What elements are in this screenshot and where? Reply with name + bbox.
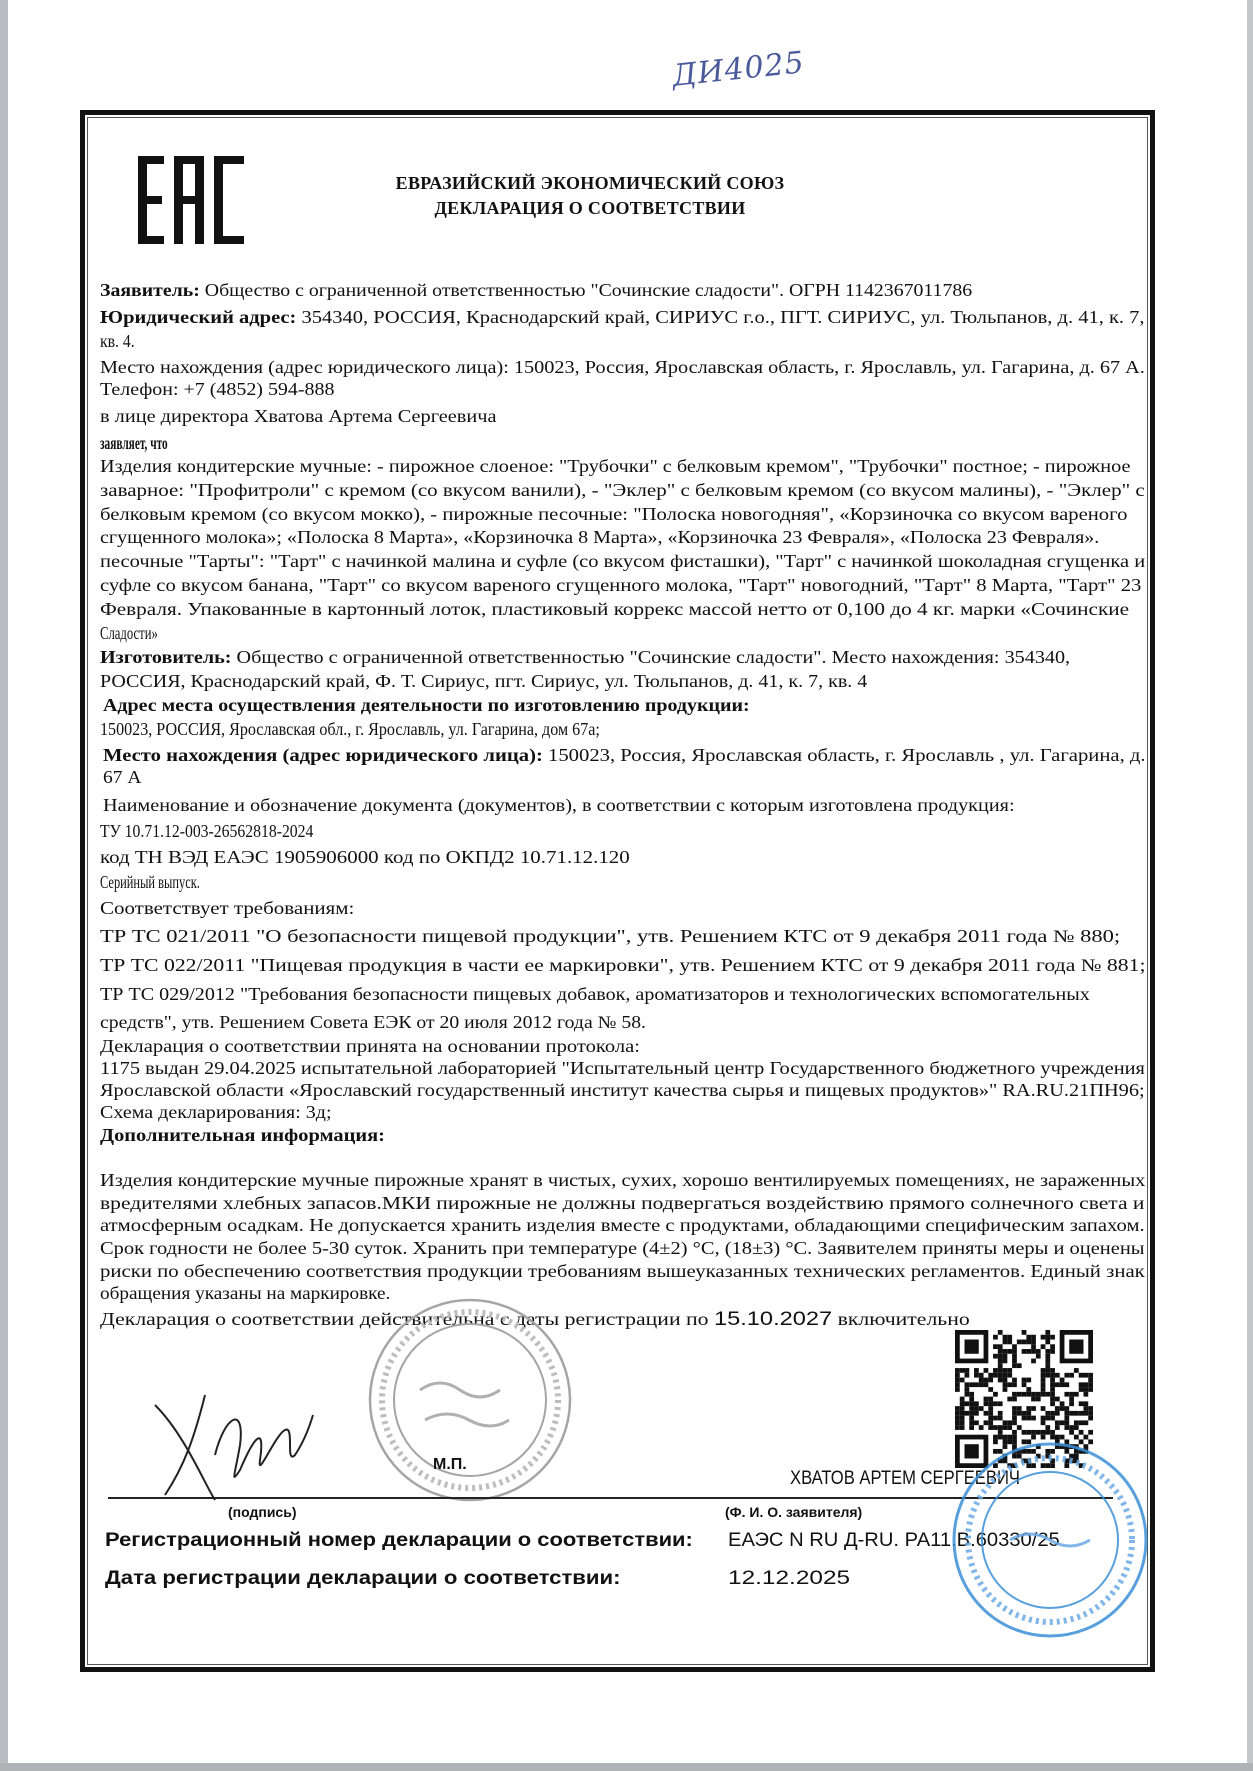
line-text: код ТН ВЭД ЕАЭС 1905906000 код по ОКПД2 10.71.12.120 xyxy=(100,847,630,867)
handwritten-signature xyxy=(145,1375,325,1505)
text-line xyxy=(100,1080,1145,1100)
line-text: в лице директора Хватова Артема Сергеевича xyxy=(100,406,497,426)
bold-label: Изготовитель: xyxy=(100,647,232,667)
line-text: Телефон: +7 (4852) 594-888 xyxy=(100,379,335,399)
signature-label: (подпись) xyxy=(228,1504,297,1520)
text-line xyxy=(100,984,1090,1004)
text-line xyxy=(100,504,1127,524)
line-text: Наименование и обозначение документа (документов), в соответствии с которым изготовлена продукция: xyxy=(103,795,1015,815)
text-line xyxy=(100,671,867,691)
line-text: Срок годности не более 5-30 суток. Хранить при температуре (4±2) °С, (18±3) °С. Заявителем приняты меры и оценены xyxy=(100,1238,1145,1258)
line-text: Изделия кондитерские мучные: - пирожное слоеное: "Трубочки" с белковым кремом", "Трубочки" постное; - пирожное xyxy=(100,456,1131,476)
line-text: РОССИЯ, Краснодарский край, Ф. Т. Сириус, пгт. Сириус, ул. Тюльпанов, д. 41, к. 7, кв. 4 xyxy=(100,671,868,691)
line-text: Ярославской области «Ярославский государственный институт качества сырья и пищевых продуктов»" RA.RU.21ПН96; xyxy=(100,1080,1145,1100)
line-text: средств", утв. Решением Совета ЕЭК от 20 июля 2012 года № 58. xyxy=(100,1012,646,1032)
text-line xyxy=(100,599,1129,619)
line-text: Февраля. Упакованные в картонный лоток, пластиковый коррекс массой нетто от 0,100 до 4 кг. марки «Сочинские xyxy=(100,599,1130,619)
text-line xyxy=(100,1036,640,1056)
text-line xyxy=(100,406,497,426)
text-line xyxy=(100,307,1145,327)
certification-seal xyxy=(950,1440,1150,1640)
line-text: Общество с ограниченной ответственностью "Сочинские сладости". ОГРН 1142367011786 xyxy=(199,280,973,300)
line-text: атмосферным осадкам. Не допускается хранить изделия вместе с продуктами, обладающими специфическим запахом. xyxy=(100,1215,1145,1235)
text-line xyxy=(100,872,200,892)
line-text: ТР ТС 021/2011 "О безопасности пищевой продукции", утв. Решением КТС от 9 декабря 2011 года № 880; xyxy=(100,926,1121,946)
text-line xyxy=(103,695,750,715)
line-text: суфле со вкусом банана, "Тарт" со вкусом вареного сгущенного молока, "Тарт" новогодний, "Тарт" 8 Марта, "Тарт" 23 xyxy=(100,575,1142,595)
text-line xyxy=(100,1102,332,1122)
text-line xyxy=(100,1125,385,1145)
handwritten-note: ДИ4025 xyxy=(670,45,807,94)
bold-label: Заявитель: xyxy=(100,280,200,300)
text-line xyxy=(100,480,1145,500)
text-line xyxy=(103,745,1146,765)
line-text: белковым кремом (со вкусом мокко), - пирожные песочные: "Полоска новогодняя", «Корзиночка со вкусом вареного xyxy=(100,504,1128,524)
text-line xyxy=(100,623,158,643)
registration-date-value: 12.12.2025 xyxy=(728,1568,851,1589)
line-text: 67 А xyxy=(103,767,142,787)
line-text: обращения указаны на маркировке. xyxy=(100,1283,391,1303)
eac-logo xyxy=(138,156,244,244)
text-line xyxy=(100,647,1070,667)
registration-number-label: Регистрационный номер декларации о соответствии: xyxy=(105,1530,693,1551)
line-text: Место нахождения (адрес юридического лица): 150023, Россия, Ярославская область, г. Ярославль, ул. Гагарина, д. 67 А. xyxy=(100,357,1145,377)
line-text: риски по обеспечению соответствия продукции требованиям вышеуказанных технических регламентов. Единый знак xyxy=(100,1261,1145,1281)
line-text: Серийный выпуск. xyxy=(100,872,200,892)
text-line xyxy=(100,433,168,453)
text-line xyxy=(100,955,1146,975)
text-line xyxy=(100,1283,390,1303)
line-text: Общество с ограниченной ответственностью "Сочинские сладости". Место нахождения: 354340, xyxy=(231,647,1071,667)
line-text: 150023, РОССИЯ, Ярославская обл., г. Ярославль, ул. Гагарина, дом 67а; xyxy=(100,719,600,739)
text-line xyxy=(100,1193,1144,1213)
line-text: сгущенного молока»; «Полоска 8 Марта», «Корзиночка 8 Марта», «Корзиночка 23 Февраля», «Полоска 23 Февраля». xyxy=(100,527,1100,547)
bold-label: Юридический адрес: xyxy=(100,307,297,327)
text-line xyxy=(100,357,1145,377)
text-line xyxy=(100,379,335,399)
bold-label: заявляет, что xyxy=(100,433,168,453)
text-line xyxy=(100,1012,646,1032)
scan-edge-left xyxy=(0,0,8,1771)
line-text: Сладости» xyxy=(100,623,158,643)
registration-number-value: ЕАЭС N RU Д-RU. РА11.В.60330/25 xyxy=(728,1530,1060,1551)
text-line xyxy=(100,1170,1145,1190)
line-text: 150023, Россия, Ярославская область, г. Ярославль , ул. Гагарина, д. xyxy=(542,745,1146,765)
company-seal xyxy=(365,1295,575,1505)
line-text: Схема декларирования: 3д; xyxy=(100,1102,332,1122)
text-line xyxy=(100,551,1145,571)
line-text: Соответствует требованиям: xyxy=(100,898,355,918)
scan-edge-right xyxy=(1247,0,1253,1771)
text-line xyxy=(100,821,313,841)
text-line xyxy=(100,331,135,351)
text-line xyxy=(100,847,630,867)
bold-label: Дополнительная информация: xyxy=(100,1125,385,1145)
text-line xyxy=(100,1238,1145,1258)
text-line xyxy=(100,1261,1145,1281)
validity-date: 15.10.2027 xyxy=(713,1309,833,1330)
text-line xyxy=(100,1058,1145,1078)
validity-prefix: Декларация о соответствии действительна с даты регистрации по xyxy=(100,1309,714,1329)
registration-date-label: Дата регистрации декларации о соответствии: xyxy=(105,1568,621,1589)
text-line xyxy=(100,456,1130,476)
union-heading: ЕВРАЗИЙСКИЙ ЭКОНОМИЧЕСКИЙ СОЮЗ xyxy=(395,173,785,193)
line-text: Изделия кондитерские мучные пирожные хранят в чистых, сухих, хорошо вентилируемых помещениях, не зараженных xyxy=(100,1170,1146,1190)
line-text: песочные "Тарты": "Тарт" с начинкой малина и суфле (со вкусом фисташки), "Тарт" с начинкой шоколадная сгущенка и xyxy=(100,551,1146,571)
line-text: ТР ТС 029/2012 "Требования безопасности пищевых добавок, ароматизаторов и технологических вспомогательных xyxy=(100,984,1090,1004)
line-text: ТУ 10.71.12-003-26562818-2024 xyxy=(100,821,314,841)
line-text: кв. 4. xyxy=(100,331,135,351)
scan-edge-bottom xyxy=(0,1763,1253,1771)
text-line xyxy=(100,575,1141,595)
applicant-name: ХВАТОВ АРТЕМ СЕРГЕЕВИЧ xyxy=(790,1468,1020,1489)
text-line xyxy=(100,898,354,918)
text-line xyxy=(100,719,600,739)
line-text: ТР ТС 022/2011 "Пищевая продукция в части ее маркировки", утв. Решением КТС от 9 декабря 2011 года № 881; xyxy=(100,955,1146,975)
validity-suffix: включительно xyxy=(832,1309,970,1329)
line-text: 1175 выдан 29.04.2025 испытательной лабораторией "Испытательный центр Государственного бюджетного учреждения xyxy=(100,1058,1145,1078)
text-line xyxy=(103,795,1015,815)
text-line xyxy=(103,767,141,787)
document-title: ДЕКЛАРАЦИЯ О СООТВЕТСТВИИ xyxy=(434,198,746,218)
text-line xyxy=(100,527,1099,547)
bold-label: Адрес места осуществления деятельности по изготовлению продукции: xyxy=(103,695,750,715)
text-line xyxy=(100,1215,1145,1235)
stamp-mark-label: М.П. xyxy=(433,1456,467,1473)
text-line xyxy=(100,280,972,300)
line-text: 354340, РОССИЯ, Краснодарский край, СИРИУС г.о., ПГТ. СИРИУС, ул. Тюльпанов, д. 41, к. 7, xyxy=(296,307,1145,327)
name-label: (Ф. И. О. заявителя) xyxy=(725,1504,863,1520)
line-text: вредителями хлебных запасов.МКИ пирожные не должны подвергаться воздействию прямого солнечного света и xyxy=(100,1193,1145,1213)
line-text: заварное: "Профитроли" с кремом (со вкусом ванили), - "Эклер" с белковым кремом (со вкусом малины), - "Эклер" с xyxy=(100,480,1145,500)
bold-label: Место нахождения (адрес юридического лица): xyxy=(103,745,543,765)
text-line xyxy=(100,926,1120,946)
line-text: Декларация о соответствии принята на основании протокола: xyxy=(100,1036,641,1056)
